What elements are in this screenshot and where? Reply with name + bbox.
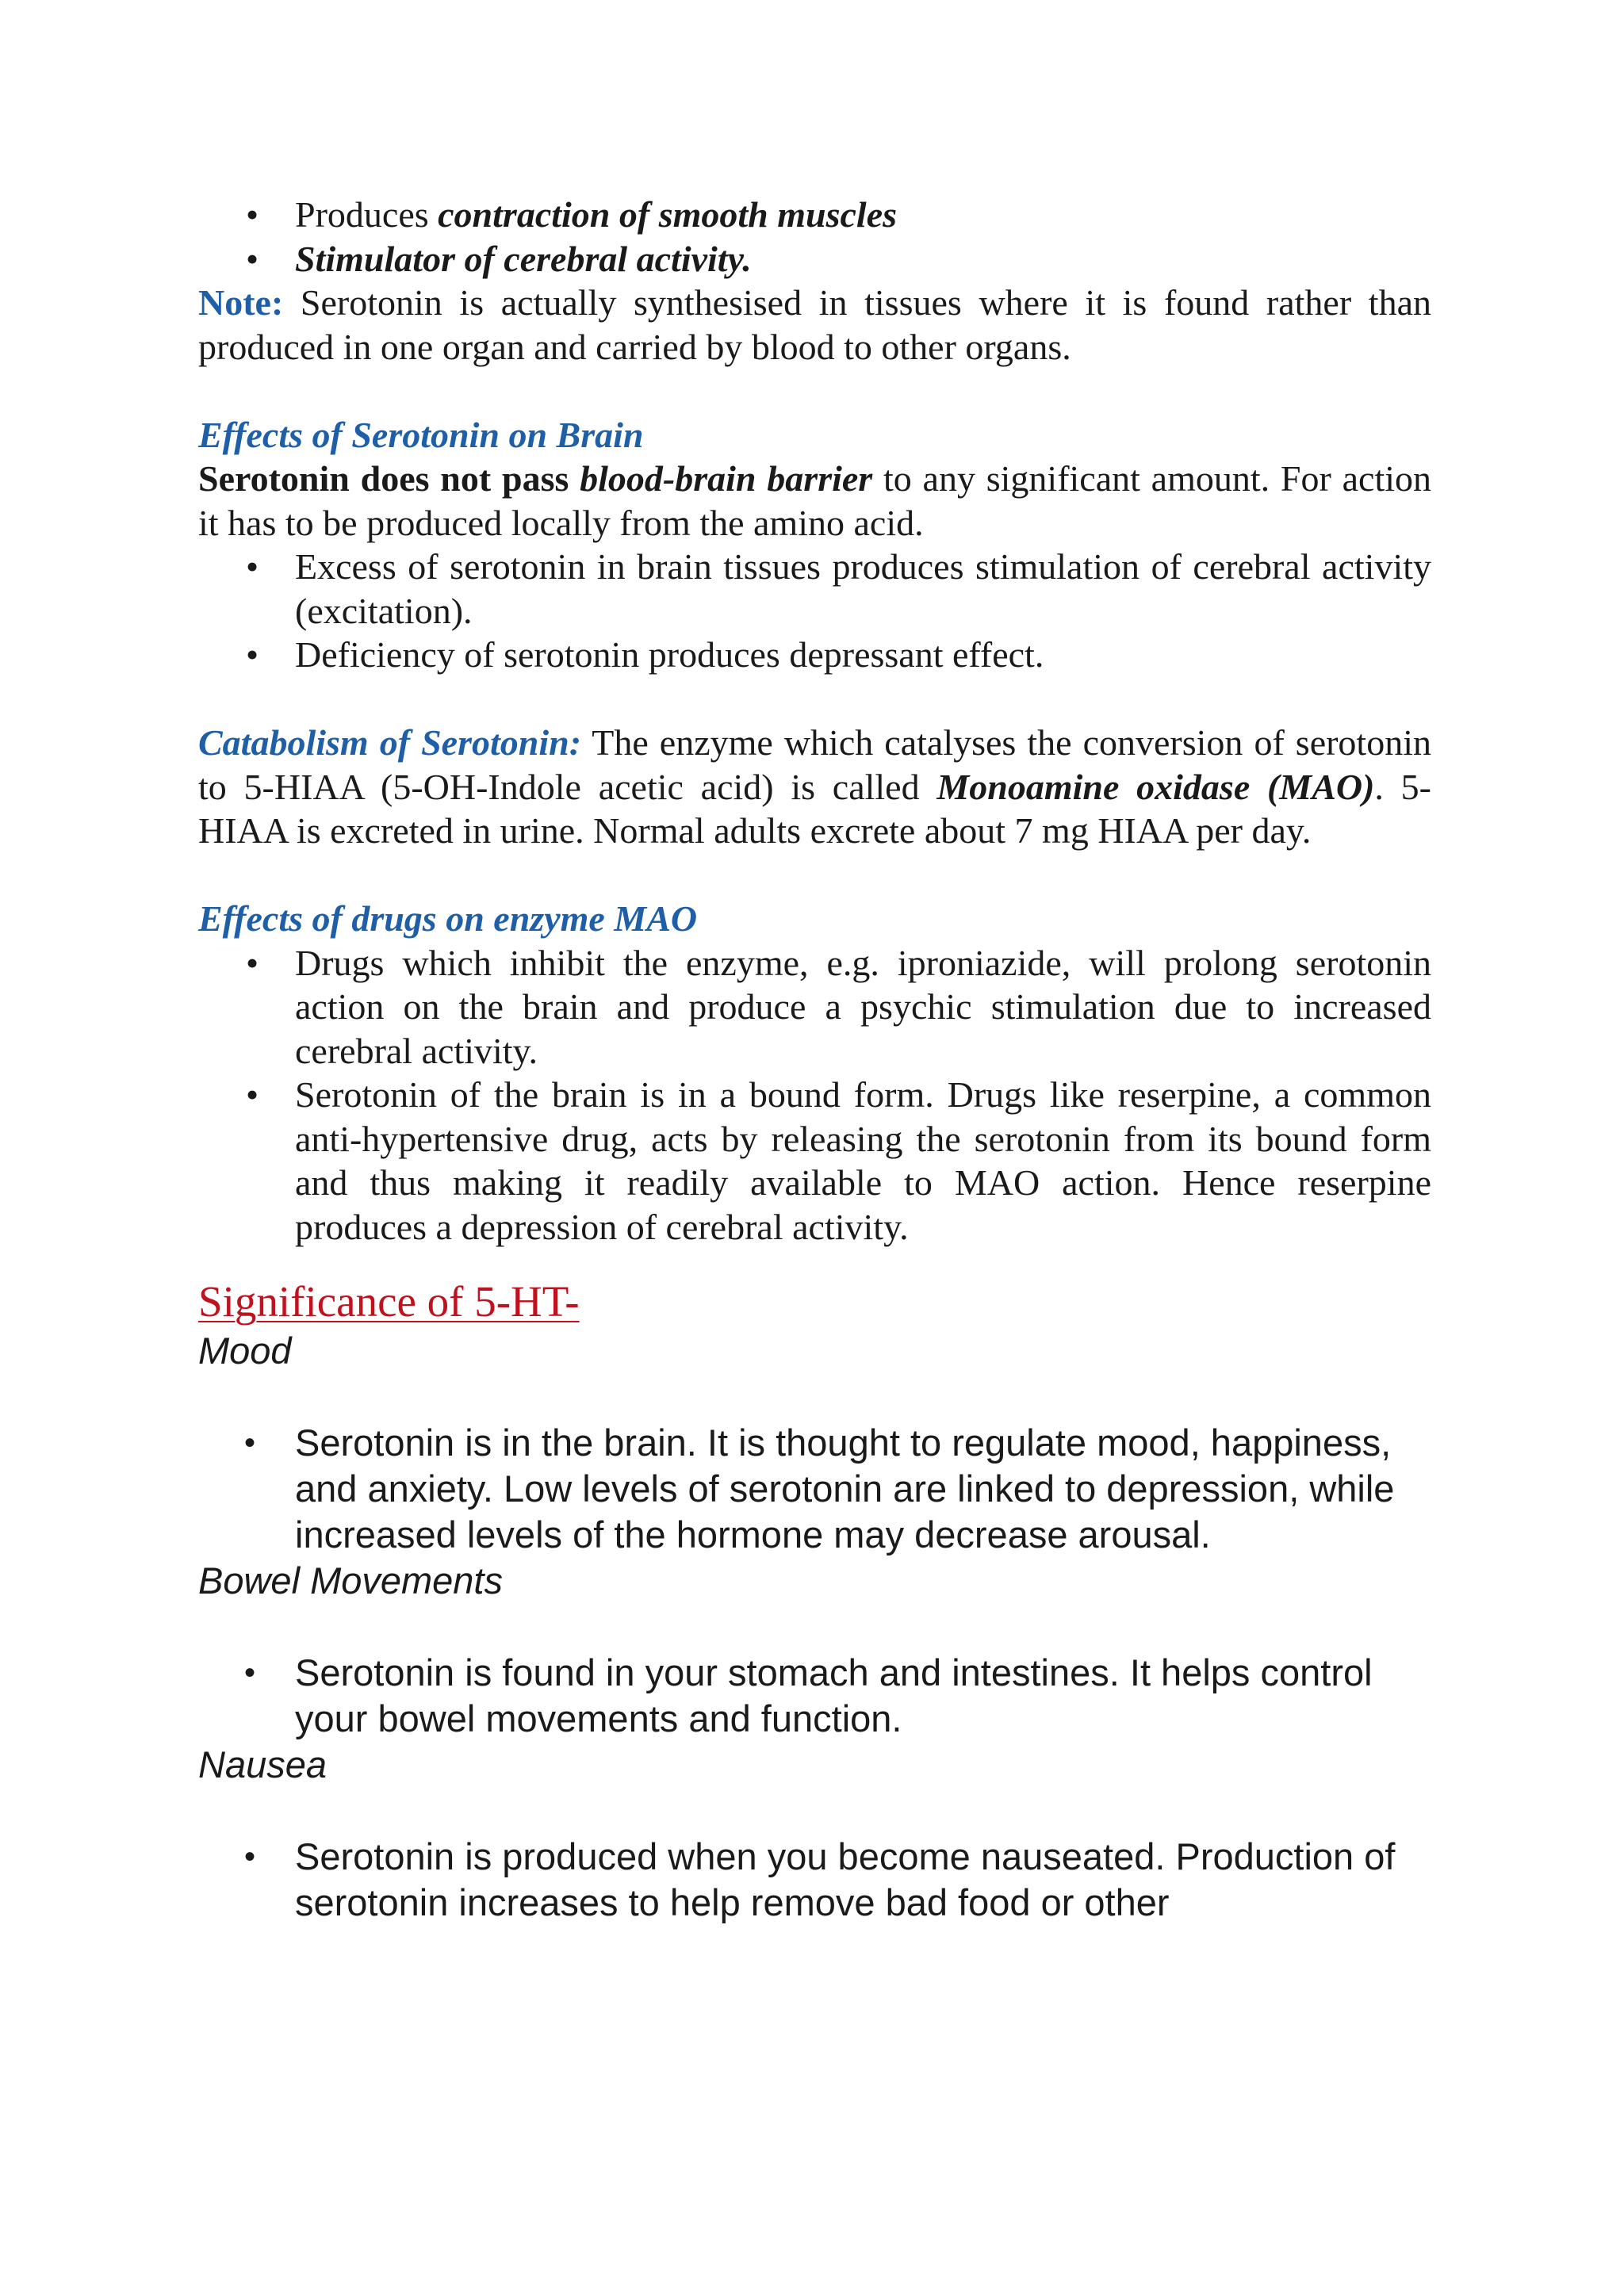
bullet-icon: • (246, 546, 259, 587)
brain-effects-heading: Effects of Serotonin on Brain (198, 414, 644, 455)
catabolism-paragraph: Catabolism of Serotonin: The enzyme which catalyses the conversion of serotonin to 5-HIAA (5-OH-Indole acetic acid) is called Monoamine oxidase (MAO). 5-HIAA is excreted in urine. Normal adults excrete about 7 mg HIAA per day. (198, 722, 1431, 851)
list-item: • Stimulator of cerebral activity. (198, 237, 1431, 281)
top-bullet-list (198, 193, 1431, 281)
bullet-icon: • (246, 1074, 259, 1115)
bullet-icon: • (246, 194, 259, 235)
list-item: • Serotonin is produced when you become nauseated. Production of serotonin increases to help remove bad food or other (244, 1835, 1396, 1923)
bullet-icon: • (246, 634, 259, 675)
note-label: Note: (198, 282, 284, 323)
bullet-icon: • (246, 942, 259, 983)
list-item: • Excess of serotonin in brain tissues produces stimulation of cerebral activity (excitation). (246, 546, 1431, 631)
subheading-nausea: Nausea (198, 1743, 327, 1785)
mood-list (198, 1420, 1431, 1558)
nausea-list (198, 1834, 1431, 1926)
list-item: • Produces contraction of smooth muscles (198, 193, 1431, 237)
bullet-icon: • (244, 1839, 256, 1874)
brain-effects-list (198, 545, 1431, 677)
subheading-bowel-movements: Bowel Movements (198, 1559, 503, 1601)
list-item: • Deficiency of serotonin produces depressant effect. (198, 633, 1431, 677)
bullet-icon: • (244, 1655, 256, 1690)
drug-effects-heading: Effects of drugs on enzyme MAO (198, 898, 698, 939)
list-item: • Serotonin is in the brain. It is thought to regulate mood, happiness, and anxiety. Low levels of serotonin are linked to depression, while increased levels of the hormone may decrease arousal. (244, 1422, 1395, 1556)
document-page (198, 193, 1431, 1926)
list-item: • Serotonin is found in your stomach and intestines. It helps control your bowel movements and function. (244, 1651, 1373, 1739)
bullet-icon: • (246, 238, 259, 279)
bowel-list (198, 1650, 1431, 1742)
catabolism-heading: Catabolism of Serotonin: (198, 722, 582, 763)
list-item: • Drugs which inhibit the enzyme, e.g. iproniazide, will prolong serotonin action on the brain and produce a psychic stimulation due to increased cerebral activity. (246, 942, 1431, 1071)
bullet-icon: • (244, 1425, 256, 1460)
note-paragraph: Note: Serotonin is actually synthesised in tissues where it is found rather than produced in one organ and carried by blood to other organs. (198, 282, 1431, 367)
significance-title: Significance of 5-HT- (198, 1277, 580, 1326)
subheading-mood: Mood (198, 1330, 292, 1372)
list-item: • Serotonin of the brain is in a bound form. Drugs like reserpine, a common anti-hypertensive drug, acts by releasing the serotonin from its bound form and thus making it readily available to MAO action. Hence reserpine produces a depression of cerebral activity. (246, 1074, 1431, 1247)
drug-effects-list (198, 941, 1431, 1249)
brain-effects-paragraph: Serotonin does not pass blood-brain barrier to any significant amount. For action it has to be produced locally from the amino acid. (198, 458, 1432, 543)
